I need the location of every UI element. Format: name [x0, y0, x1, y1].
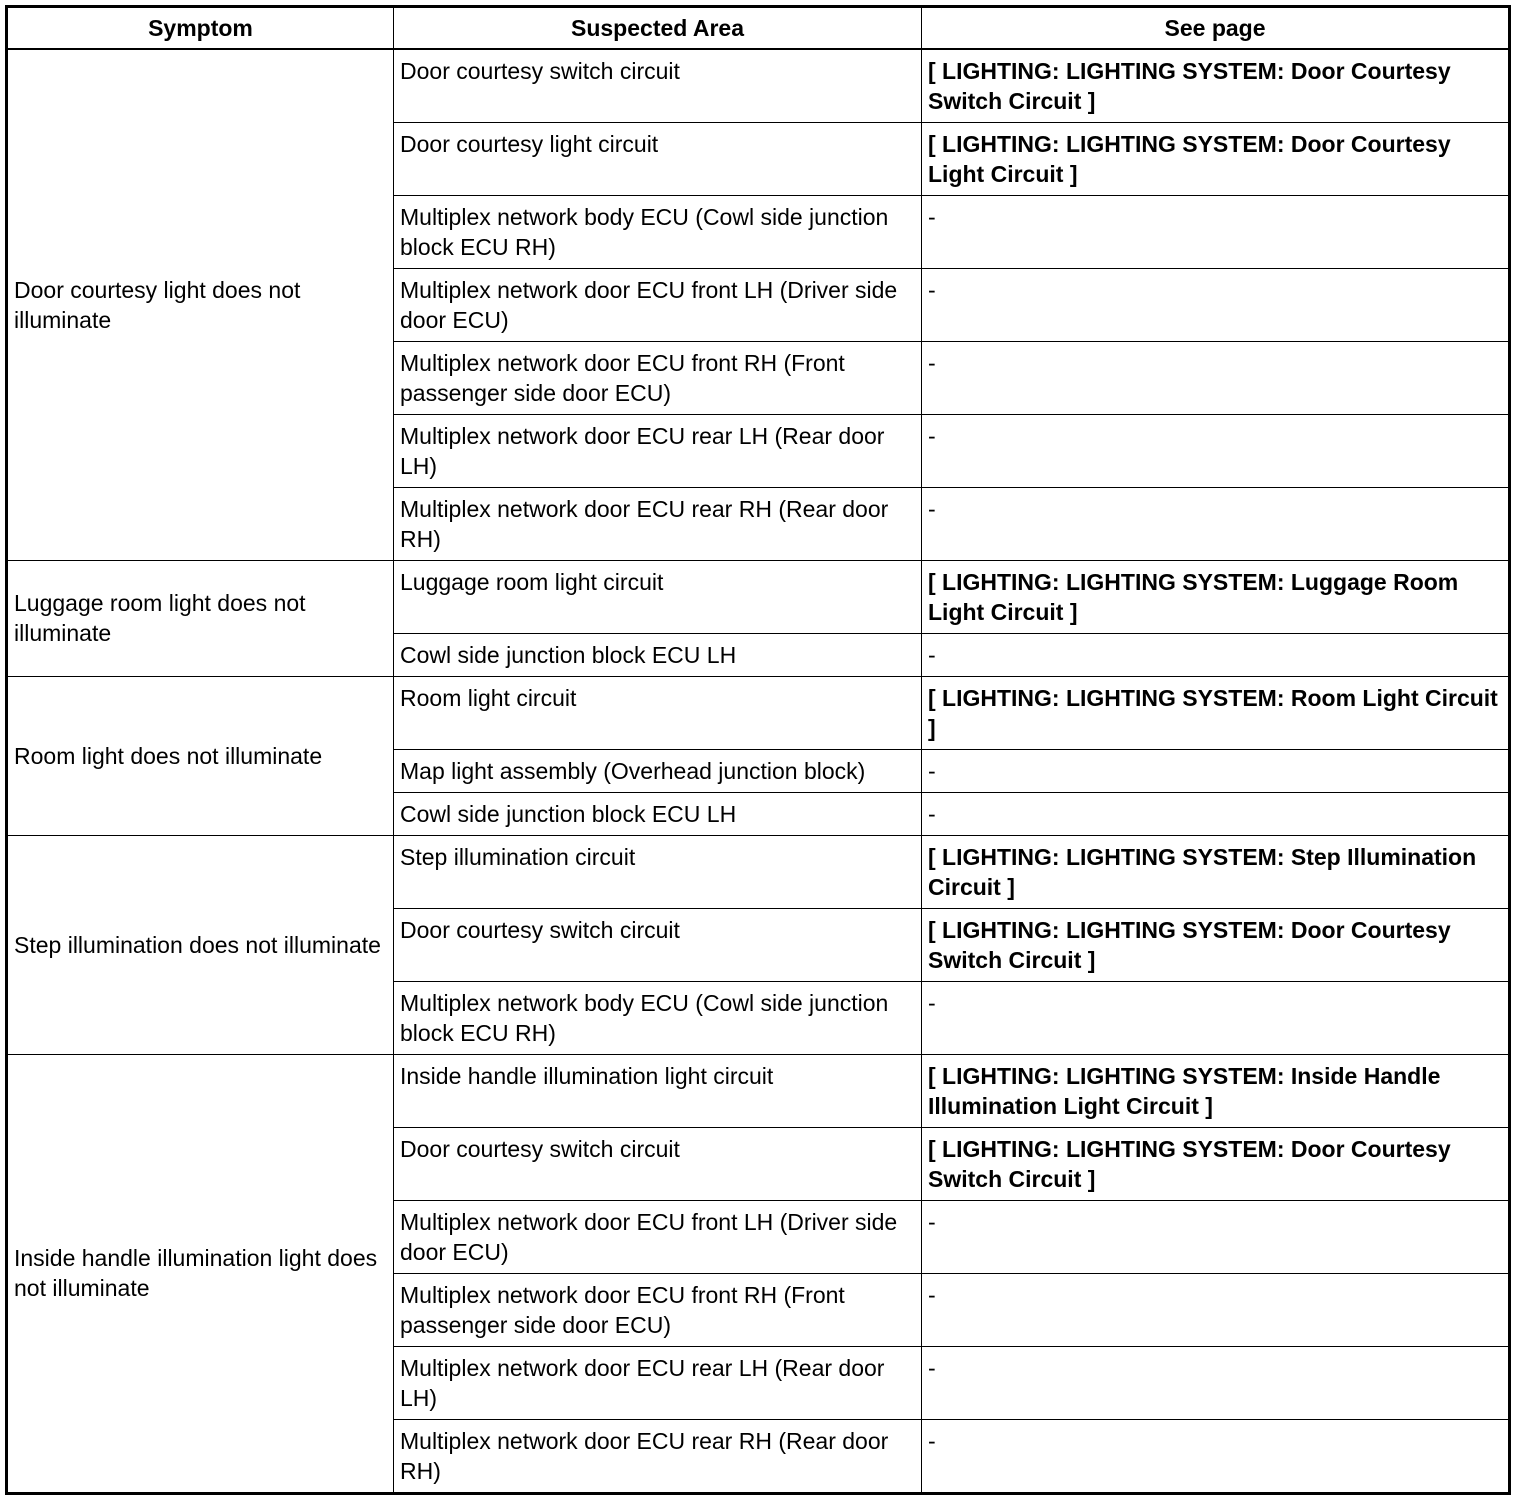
header-see-page: See page — [922, 7, 1510, 49]
suspected-area-cell: Door courtesy light circuit — [394, 122, 922, 195]
header-symptom: Symptom — [7, 7, 394, 49]
table-row — [7, 560, 1510, 633]
suspected-area-cell: Step illumination circuit — [394, 835, 922, 908]
see-page-cell: [ LIGHTING: LIGHTING SYSTEM: Door Courtesy Switch Circuit ] — [922, 908, 1510, 981]
suspected-area-cell: Inside handle illumination light circuit — [394, 1054, 922, 1127]
see-page-cell: - — [922, 1273, 1510, 1346]
suspected-area-cell: Multiplex network door ECU front RH (Front passenger side door ECU) — [394, 1273, 922, 1346]
see-page-cell: - — [922, 981, 1510, 1054]
suspected-area-cell: Door courtesy switch circuit — [394, 908, 922, 981]
see-page-cell: - — [922, 487, 1510, 560]
suspected-area-cell: Multiplex network door ECU front LH (Driver side door ECU) — [394, 268, 922, 341]
see-page-cell: - — [922, 1346, 1510, 1419]
symptom-table — [5, 5, 1511, 1495]
suspected-area-cell: Multiplex network door ECU front RH (Front passenger side door ECU) — [394, 341, 922, 414]
suspected-area-cell: Multiplex network body ECU (Cowl side junction block ECU RH) — [394, 195, 922, 268]
symptom-cell: Step illumination does not illuminate — [7, 835, 394, 1054]
see-page-cell: - — [922, 341, 1510, 414]
suspected-area-cell: Cowl side junction block ECU LH — [394, 633, 922, 676]
suspected-area-cell: Door courtesy switch circuit — [394, 1127, 922, 1200]
see-page-cell: [ LIGHTING: LIGHTING SYSTEM: Door Courtesy Switch Circuit ] — [922, 49, 1510, 123]
see-page-cell: [ LIGHTING: LIGHTING SYSTEM: Inside Handle Illumination Light Circuit ] — [922, 1054, 1510, 1127]
table-row — [7, 1054, 1510, 1127]
suspected-area-cell: Multiplex network body ECU (Cowl side junction block ECU RH) — [394, 981, 922, 1054]
see-page-cell: - — [922, 749, 1510, 792]
suspected-area-cell: Luggage room light circuit — [394, 560, 922, 633]
suspected-area-cell: Map light assembly (Overhead junction block) — [394, 749, 922, 792]
suspected-area-cell: Door courtesy switch circuit — [394, 49, 922, 123]
suspected-area-cell: Multiplex network door ECU front LH (Driver side door ECU) — [394, 1200, 922, 1273]
header-suspected-area: Suspected Area — [394, 7, 922, 49]
see-page-cell: - — [922, 414, 1510, 487]
table-row — [7, 676, 1510, 749]
suspected-area-cell: Multiplex network door ECU rear RH (Rear door RH) — [394, 1419, 922, 1493]
see-page-cell: [ LIGHTING: LIGHTING SYSTEM: Step Illumination Circuit ] — [922, 835, 1510, 908]
suspected-area-cell: Room light circuit — [394, 676, 922, 749]
see-page-cell: [ LIGHTING: LIGHTING SYSTEM: Luggage Room Light Circuit ] — [922, 560, 1510, 633]
see-page-cell: - — [922, 633, 1510, 676]
table-row — [7, 835, 1510, 908]
see-page-cell: - — [922, 792, 1510, 835]
suspected-area-cell: Multiplex network door ECU rear RH (Rear door RH) — [394, 487, 922, 560]
symptom-cell: Inside handle illumination light does not illuminate — [7, 1054, 394, 1493]
see-page-cell: - — [922, 268, 1510, 341]
suspected-area-cell: Multiplex network door ECU rear LH (Rear door LH) — [394, 414, 922, 487]
symptom-cell: Luggage room light does not illuminate — [7, 560, 394, 676]
see-page-cell: - — [922, 1200, 1510, 1273]
see-page-cell: - — [922, 1419, 1510, 1493]
see-page-cell: - — [922, 195, 1510, 268]
see-page-cell: [ LIGHTING: LIGHTING SYSTEM: Room Light Circuit ] — [922, 676, 1510, 749]
suspected-area-cell: Multiplex network door ECU rear LH (Rear door LH) — [394, 1346, 922, 1419]
see-page-cell: [ LIGHTING: LIGHTING SYSTEM: Door Courtesy Switch Circuit ] — [922, 1127, 1510, 1200]
see-page-cell: [ LIGHTING: LIGHTING SYSTEM: Door Courtesy Light Circuit ] — [922, 122, 1510, 195]
suspected-area-cell: Cowl side junction block ECU LH — [394, 792, 922, 835]
symptom-cell: Room light does not illuminate — [7, 676, 394, 835]
symptom-cell: Door courtesy light does not illuminate — [7, 49, 394, 561]
header-row — [7, 7, 1510, 49]
table-row — [7, 49, 1510, 123]
